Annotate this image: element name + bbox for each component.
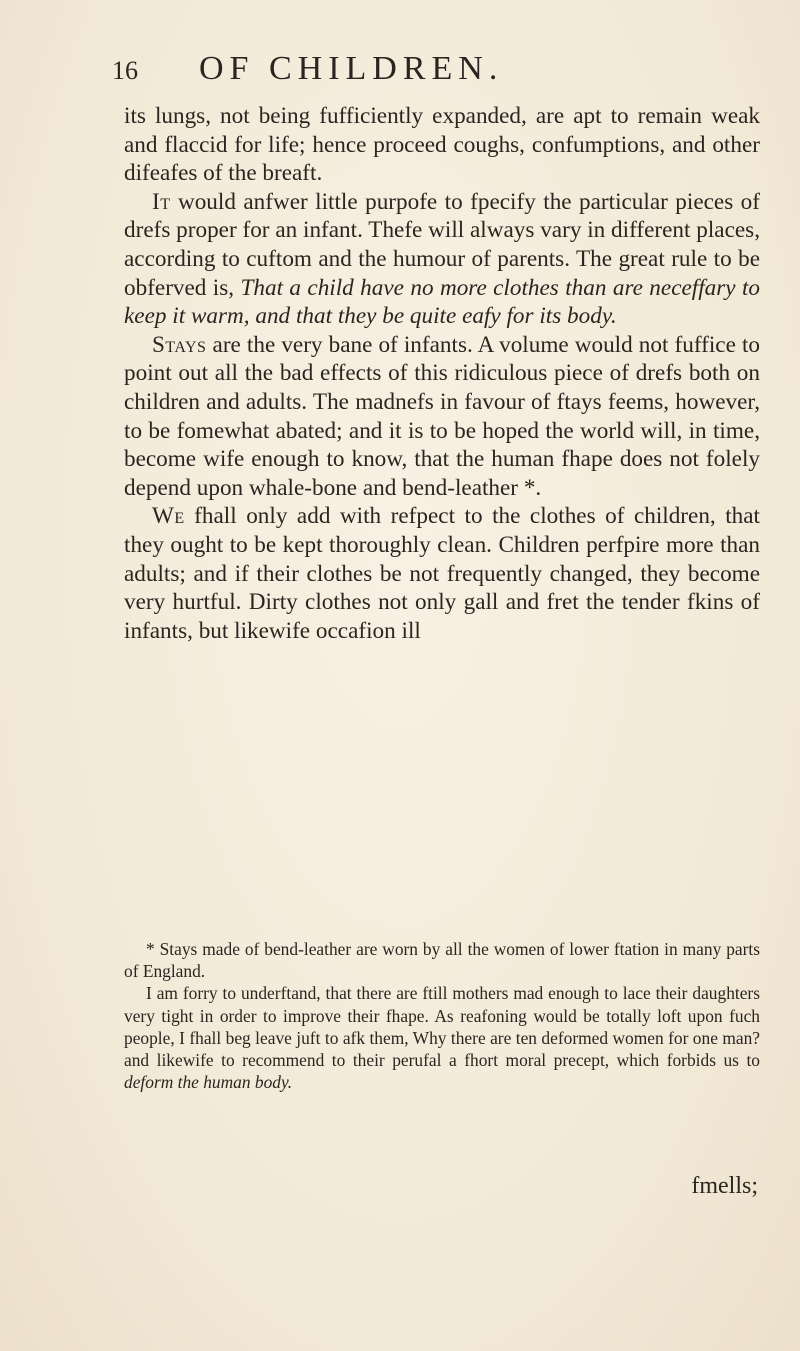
footnote-mothers-text: I am forry to underftand, that there are ftill mothers mad enough to lace their daughters very tight in order to improve their fhape. As reafoning would be totally loft upon fuch people, I fhall beg leave juft to afk them, Why there are ten deformed women for one man? and likewife to recommend to their perufal a fhort moral precept, which forbids us to (124, 983, 760, 1071)
paragraph-dress-text: would anfwer little purpofe to fpecify the particular pieces of drefs proper for an infant. Thefe will always vary in different places, according to cuftom and the humour of parents. The great rule to be obferved is, (124, 188, 760, 301)
footnotes (124, 938, 760, 1093)
footnote-stays: * Stays made of bend-leather are worn by all the women of lower ftation in many parts of England. (124, 939, 760, 982)
paragraph-clothes-lead: We (152, 503, 185, 530)
paragraph-lungs (124, 102, 760, 188)
paragraph-dress-lead: It (152, 188, 171, 215)
great-rule-italic: That a child have no more clothes than are neceffary to keep it warm, and that they be quite eafy for its body. (124, 274, 761, 330)
page-number: 16 (112, 56, 138, 85)
body-text (124, 102, 760, 645)
running-head: OF CHILDREN. (199, 50, 504, 87)
paragraph-clothes-text: fhall only add with refpect to the clothes of children, that they ought to be kept thoroughly clean. Children perfpire more than adults; and if their clothes be not frequently changed, they become very hurtful. Dirty clothes not only gall and fret the tender fkins of infants, but likewife occafion ill (124, 503, 760, 644)
catchword: fmells; (691, 1173, 758, 1199)
paragraph-lungs-text: its lungs, not being fufficiently expanded, are apt to remain weak and flaccid for life; hence proceed coughs, confumptions, and other difeafes of the breaft. (124, 103, 760, 187)
paragraph-stays-text: are the very bane of infants. A volume would not fuffice to point out all the bad effects of this ridiculous piece of drefs both on children and adults. The madnefs in favour of ftays feems, however, to be fomewhat abated; and it is to be hoped the world will, in time, become wife enough to know, that the human fhape does not folely depend upon whale-bone and bend-leather *. (124, 331, 760, 501)
footnote-mothers-italic: deform the human body. (124, 1072, 293, 1093)
footnote-mothers (124, 982, 760, 1093)
paragraph-stays-lead: Stays (152, 331, 207, 358)
page-header (112, 50, 752, 98)
paragraph-stays (124, 331, 760, 503)
paragraph-clothes (124, 502, 760, 645)
paragraph-dress (124, 188, 760, 331)
